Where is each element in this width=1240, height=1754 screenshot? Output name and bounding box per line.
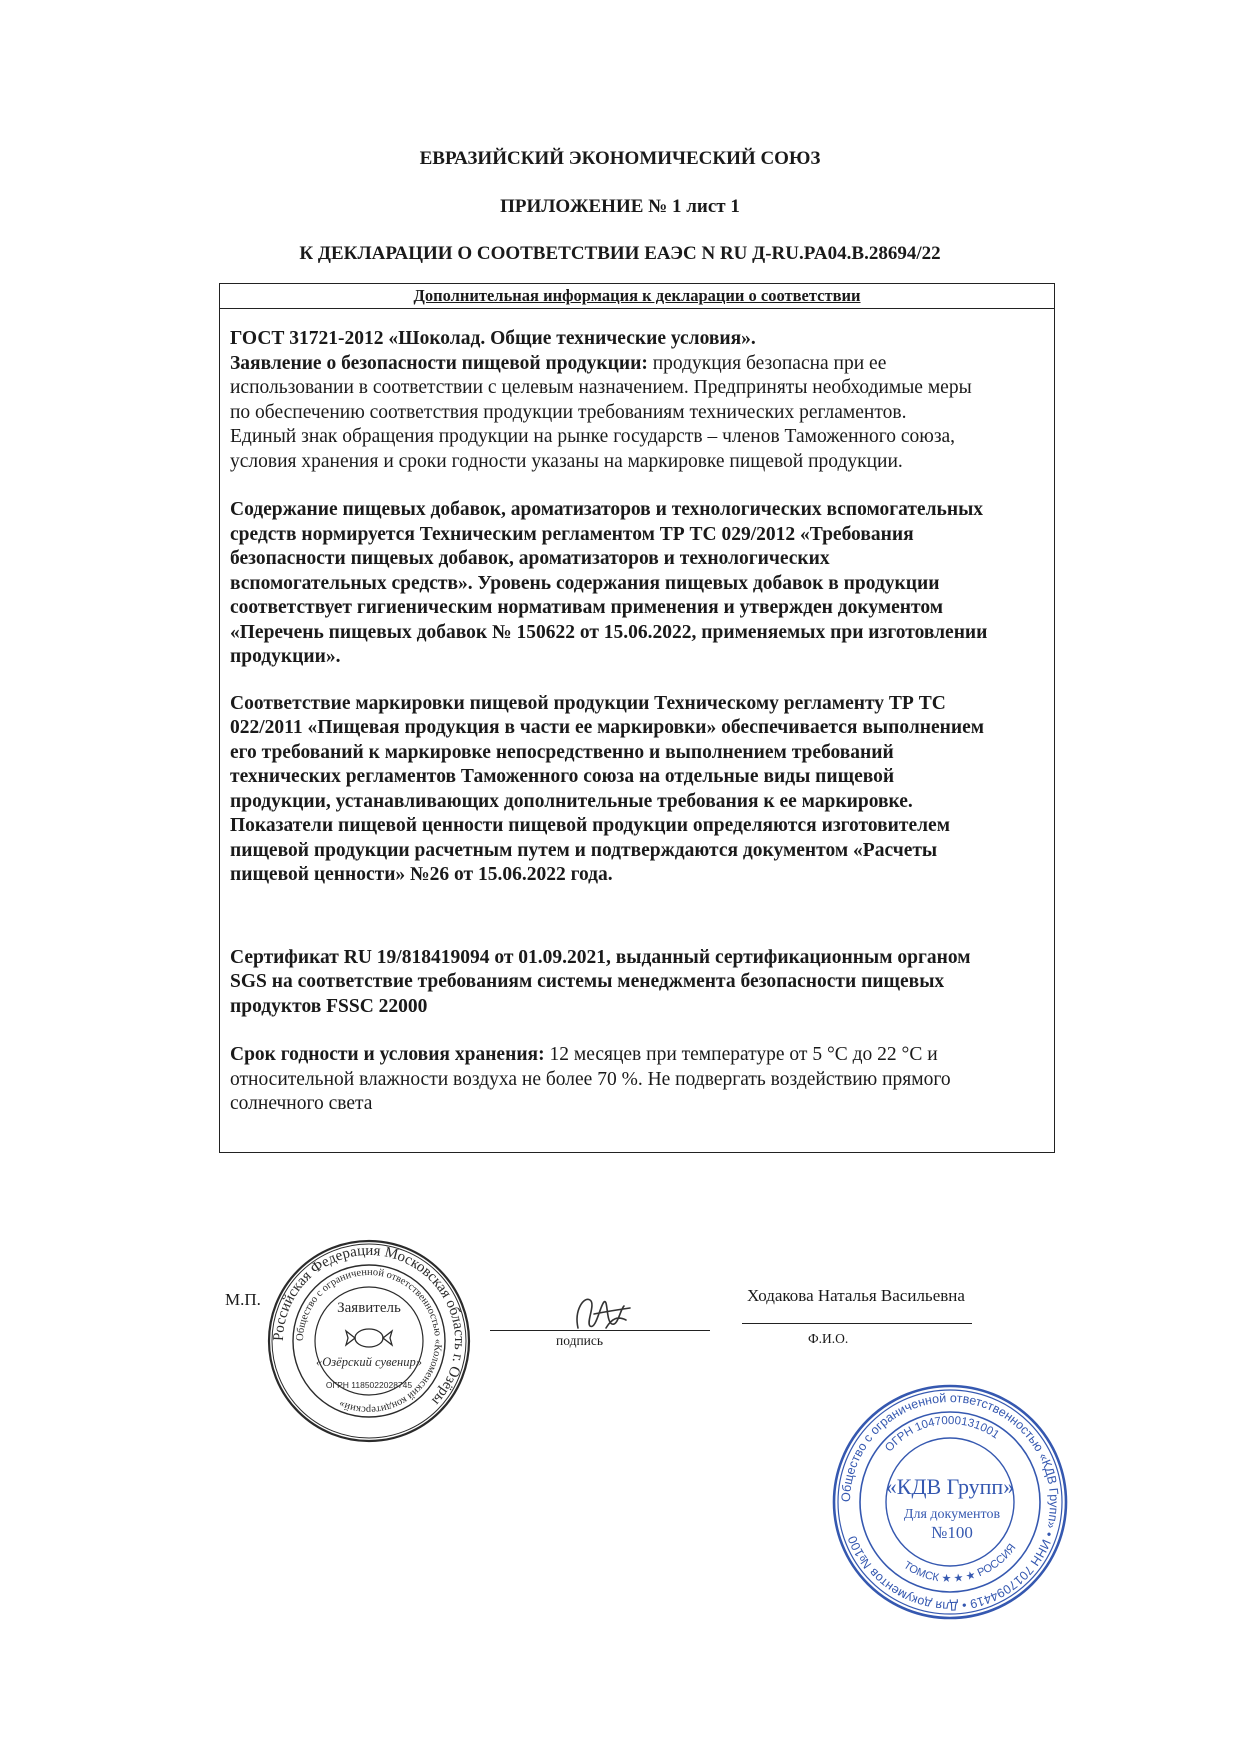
cert-line-3: продуктов FSSC 22000: [230, 995, 428, 1017]
name-caption: Ф.И.О.: [808, 1331, 849, 1346]
name-line: [742, 1323, 972, 1324]
company-stamp: [830, 1382, 1070, 1622]
signatory-name: Ходакова Наталья Васильевна: [747, 1286, 965, 1305]
safety-label: Заявление о безопасности пищевой продукции:: [230, 352, 648, 374]
marking-line-6: Показатели пищевой ценности пищевой продукции определяются изготовителем: [230, 815, 950, 836]
marking-line-7: пищевой продукции расчетным путем и подтверждаются документом «Расчеты: [230, 839, 938, 861]
marking-line-4: технических регламентов Таможенного союза на отдельные виды пищевой: [230, 766, 895, 787]
shelf-text: 12 месяцев при температуре от 5 °С до 22 °С и: [544, 1044, 938, 1065]
safety-line-1: [230, 352, 1046, 377]
stamp-left-ogrn: ОГРН 1185022028745: [325, 1380, 413, 1390]
declaration-title: К ДЕКЛАРАЦИИ О СООТВЕТСТВИИ ЕАЭС N RU Д-RU.PA04.B.28694/22: [299, 243, 941, 264]
shelf-line-1: [230, 1043, 1046, 1068]
marking-line-5: продукции, устанавливающих дополнительные требования к ее маркировке.: [230, 790, 913, 812]
additives-line-2: средств нормируется Техническим регламентом ТР ТС 029/2012 «Требования: [230, 523, 914, 545]
safety-text: продукция безопасна при ее: [647, 352, 887, 374]
stamp-left-role: Заявитель: [337, 1300, 401, 1316]
box-body: [220, 309, 1054, 1117]
stamp-right-city: ТОМСК ★ ★ ★ РОССИЯ: [901, 1541, 1019, 1586]
signature-caption: подпись: [556, 1333, 604, 1348]
cert-line-1: Сертификат RU 19/818419094 от 01.09.2021, выданный сертификационным органом: [230, 946, 971, 968]
certificate-paragraph: [230, 946, 1046, 1020]
stamp-right-brand: «КДВ Групп»: [885, 1474, 1015, 1499]
safety-line-5: условия хранения и сроки годности указаны на маркировке пищевой продукции.: [230, 450, 903, 472]
shelf-line-3: солнечного света: [230, 1093, 373, 1114]
applicant-stamp: [266, 1238, 472, 1444]
shelf-label: Срок годности и условия хранения:: [230, 1044, 545, 1065]
gost-line: ГОСТ 31721-2012 «Шоколад. Общие технические условия».: [230, 328, 756, 349]
seal-place-label: М.П.: [225, 1290, 261, 1309]
marking-paragraph: [230, 692, 1046, 888]
marking-line-3: его требований к маркировке непосредственно и выполнением требований: [230, 741, 894, 763]
safety-line-3: по обеспечению соответствия продукции требованиям технических регламентов.: [230, 401, 907, 423]
additives-paragraph: [230, 498, 1046, 670]
additives-line-4: вспомогательных средств». Уровень содержания пищевых добавок в продукции: [230, 572, 940, 594]
stamp-left-inner-text: Общество с ограниченной ответственностью «Коломенский кондитерский»: [294, 1266, 444, 1416]
additives-line-7: продукции».: [230, 646, 341, 667]
appendix-title: ПРИЛОЖЕНИЕ № 1 лист 1: [500, 196, 740, 217]
safety-line-2: использовании в соответствии с целевым назначением. Предприняты необходимые меры: [230, 377, 972, 398]
additives-line-3: безопасности пищевых добавок, ароматизаторов и технологических: [230, 548, 830, 569]
additives-line-5: соответствует гигиеническим нормативам применения и утвержден документом: [230, 597, 943, 618]
signature-line: [490, 1330, 710, 1331]
additional-info-box: [219, 283, 1055, 1153]
marking-line-2: 022/2011 «Пищевая продукция в части ее маркировки» обеспечивается выполнением: [230, 717, 985, 738]
safety-line-4: Единый знак обращения продукции на рынке государств – членов Таможенного союза,: [230, 426, 956, 447]
marking-line-8: пищевой ценности» №26 от 15.06.2022 года.: [230, 864, 613, 885]
stamp-left-ring-text: Российская Федерация Московская область г. Озёры: [270, 1242, 468, 1409]
stamp-right-purpose: Для документов: [903, 1507, 1001, 1522]
stamp-right-number: №100: [931, 1523, 973, 1542]
candy-icon: [346, 1329, 392, 1347]
box-title: Дополнительная информация к декларации о соответствии: [220, 284, 1054, 309]
shelf-line-2: относительной влажности воздуха не более 70 %. Не подвергать воздействию прямого: [230, 1068, 951, 1090]
additives-line-6: «Перечень пищевых добавок № 150622 от 15.06.2022, применяемых при изготовлении: [230, 621, 988, 643]
stamp-right-ring-text: Общество с ограниченной ответственностью «КДВ Групп» • ИНН 7017094419 • Для документов №100: [838, 1390, 1062, 1614]
additives-line-1: Содержание пищевых добавок, ароматизаторов и технологических вспомогательных: [230, 499, 984, 520]
union-title: ЕВРАЗИЙСКИЙ ЭКОНОМИЧЕСКИЙ СОЮЗ: [419, 148, 821, 169]
stamp-right-ogrn: ОГРН 1047000131001: [883, 1414, 1002, 1455]
cert-line-2: SGS на соответствие требованиям системы менеджмента безопасности пищевых: [230, 971, 945, 992]
marking-line-1: Соответствие маркировки пищевой продукции Техническому регламенту ТР ТС: [230, 692, 946, 714]
stamp-left-center: «Озёрский сувенир»: [316, 1355, 422, 1369]
